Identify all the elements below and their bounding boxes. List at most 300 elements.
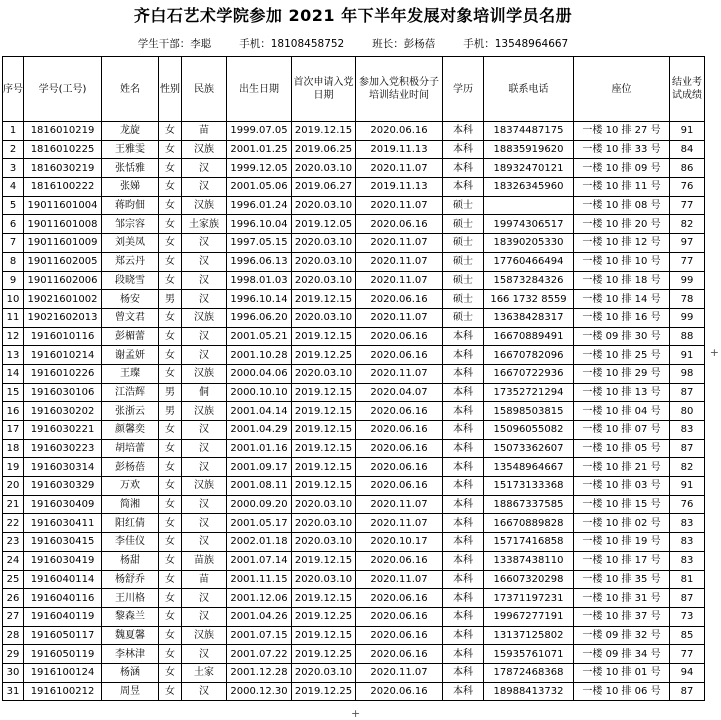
cell-seat: 一楼 10 排 06 号 xyxy=(574,682,670,701)
cell-birth-date: 2001.11.15 xyxy=(227,570,292,589)
cell-index: 21 xyxy=(3,495,24,514)
cell-seat: 一楼 10 排 09 号 xyxy=(574,159,670,178)
cell-application-date: 2019.12.25 xyxy=(292,682,356,701)
cell-phone: 13548964667 xyxy=(484,458,574,477)
cell-phone: 17760466494 xyxy=(484,252,574,271)
cell-application-date: 2019.12.15 xyxy=(292,626,356,645)
table-row xyxy=(3,589,705,608)
col-header-phone: 联系电话 xyxy=(484,57,574,122)
table-row xyxy=(3,458,705,477)
cell-application-date: 2020.03.10 xyxy=(292,271,356,290)
cell-index: 5 xyxy=(3,196,24,215)
expand-bottom-handle[interactable]: + xyxy=(351,707,361,720)
table-row xyxy=(3,477,705,496)
cell-name: 李林津 xyxy=(102,645,159,664)
cell-seat: 一楼 10 排 25 号 xyxy=(574,346,670,365)
cell-birth-date: 1996.06.13 xyxy=(227,252,292,271)
cell-gender: 女 xyxy=(159,607,182,626)
cell-gender: 男 xyxy=(159,383,182,402)
table-row xyxy=(3,682,705,701)
cell-student-id: 1916100124 xyxy=(24,663,102,682)
cell-index: 1 xyxy=(3,122,24,141)
cell-student-id: 1916030221 xyxy=(24,421,102,440)
monitor-phone: 13548964667 xyxy=(494,38,569,50)
cell-student-id: 1916030106 xyxy=(24,383,102,402)
cell-index: 8 xyxy=(3,252,24,271)
cell-seat: 一楼 10 排 14 号 xyxy=(574,290,670,309)
cell-student-id: 1916030314 xyxy=(24,458,102,477)
cell-education: 本科 xyxy=(443,495,484,514)
cell-ethnicity: 汉 xyxy=(182,495,227,514)
cell-name: 颜馨奕 xyxy=(102,421,159,440)
cell-application-date: 2020.03.10 xyxy=(292,252,356,271)
cell-seat: 一楼 10 排 03 号 xyxy=(574,477,670,496)
cell-education: 本科 xyxy=(443,533,484,552)
table-row xyxy=(3,122,705,141)
cell-seat: 一楼 10 排 07 号 xyxy=(574,421,670,440)
cell-gender: 女 xyxy=(159,346,182,365)
cell-application-date: 2020.03.10 xyxy=(292,159,356,178)
cell-training-completion: 2020.06.16 xyxy=(356,402,443,421)
table-row xyxy=(3,421,705,440)
cell-name: 彭杨蓓 xyxy=(102,458,159,477)
cell-gender: 女 xyxy=(159,140,182,159)
cell-birth-date: 2001.07.14 xyxy=(227,551,292,570)
cell-phone: 16670722936 xyxy=(484,364,574,383)
cell-score: 77 xyxy=(670,196,705,215)
cell-phone: 15096055082 xyxy=(484,421,574,440)
cell-training-completion: 2020.06.16 xyxy=(356,477,443,496)
cell-training-completion: 2020.06.16 xyxy=(356,215,443,234)
cell-gender: 女 xyxy=(159,495,182,514)
cell-phone: 166 1732 8559 xyxy=(484,290,574,309)
cell-ethnicity: 汉 xyxy=(182,159,227,178)
monitor-label: 班长： xyxy=(372,38,404,50)
cell-student-id: 1916030202 xyxy=(24,402,102,421)
cell-gender: 女 xyxy=(159,551,182,570)
cell-birth-date: 2001.01.25 xyxy=(227,140,292,159)
cell-score: 86 xyxy=(670,159,705,178)
cell-student-id: 19021602013 xyxy=(24,308,102,327)
cell-training-completion: 2020.06.16 xyxy=(356,290,443,309)
cell-gender: 女 xyxy=(159,477,182,496)
cell-birth-date: 2001.12.06 xyxy=(227,589,292,608)
cell-phone xyxy=(484,196,574,215)
cell-gender: 女 xyxy=(159,364,182,383)
cell-application-date: 2020.03.10 xyxy=(292,533,356,552)
cell-ethnicity: 苗族 xyxy=(182,551,227,570)
cell-education: 本科 xyxy=(443,645,484,664)
cell-score: 73 xyxy=(670,607,705,626)
table-row xyxy=(3,514,705,533)
cell-application-date: 2019.12.05 xyxy=(292,215,356,234)
cell-ethnicity: 苗 xyxy=(182,570,227,589)
cell-birth-date: 2000.10.10 xyxy=(227,383,292,402)
cell-birth-date: 2001.08.11 xyxy=(227,477,292,496)
cell-index: 23 xyxy=(3,533,24,552)
cell-ethnicity: 侗 xyxy=(182,383,227,402)
cell-phone: 19974306517 xyxy=(484,215,574,234)
cadre-name: 李聪 xyxy=(190,38,212,50)
cell-training-completion: 2020.06.16 xyxy=(356,551,443,570)
cell-name: 王璨 xyxy=(102,364,159,383)
cell-name: 黎森兰 xyxy=(102,607,159,626)
table-row xyxy=(3,215,705,234)
cell-seat: 一楼 10 排 16 号 xyxy=(574,308,670,327)
cell-score: 87 xyxy=(670,383,705,402)
cell-education: 本科 xyxy=(443,663,484,682)
cell-score: 87 xyxy=(670,682,705,701)
monitor-phone-label: 手机： xyxy=(463,38,495,50)
cell-seat: 一楼 10 排 15 号 xyxy=(574,495,670,514)
col-header-score: 结业考试成绩 xyxy=(670,57,705,122)
cell-index: 28 xyxy=(3,626,24,645)
cell-training-completion: 2019.11.13 xyxy=(356,178,443,197)
cell-gender: 女 xyxy=(159,327,182,346)
cell-application-date: 2019.06.25 xyxy=(292,140,356,159)
cell-training-completion: 2020.11.07 xyxy=(356,364,443,383)
cell-name: 周昱 xyxy=(102,682,159,701)
cell-student-id: 1916040114 xyxy=(24,570,102,589)
cell-name: 邹宗容 xyxy=(102,215,159,234)
cell-name: 蒋昀佃 xyxy=(102,196,159,215)
col-header-application-date: 首次申请入党日期 xyxy=(292,57,356,122)
cell-phone: 18988413732 xyxy=(484,682,574,701)
cell-score: 94 xyxy=(670,663,705,682)
cell-ethnicity: 汉 xyxy=(182,290,227,309)
cell-ethnicity: 汉 xyxy=(182,421,227,440)
cell-score: 91 xyxy=(670,122,705,141)
cell-name: 魏夏馨 xyxy=(102,626,159,645)
cell-score: 83 xyxy=(670,514,705,533)
col-header-index: 序号 xyxy=(3,57,24,122)
cell-student-id: 1816010225 xyxy=(24,140,102,159)
table-row xyxy=(3,234,705,253)
cell-score: 85 xyxy=(670,626,705,645)
cell-ethnicity: 汉 xyxy=(182,589,227,608)
cell-application-date: 2019.12.25 xyxy=(292,346,356,365)
cell-ethnicity: 汉族 xyxy=(182,402,227,421)
cell-student-id: 1916040116 xyxy=(24,589,102,608)
cell-student-id: 1816100222 xyxy=(24,178,102,197)
cell-training-completion: 2020.11.07 xyxy=(356,495,443,514)
cell-score: 84 xyxy=(670,140,705,159)
cell-education: 本科 xyxy=(443,402,484,421)
cell-education: 硕士 xyxy=(443,215,484,234)
cell-application-date: 2019.12.25 xyxy=(292,645,356,664)
cell-ethnicity: 汉 xyxy=(182,645,227,664)
cell-ethnicity: 汉 xyxy=(182,271,227,290)
cell-training-completion: 2020.10.17 xyxy=(356,533,443,552)
cell-seat: 一楼 10 排 33 号 xyxy=(574,140,670,159)
cell-training-completion: 2020.06.16 xyxy=(356,327,443,346)
cell-score: 81 xyxy=(670,570,705,589)
cell-index: 17 xyxy=(3,421,24,440)
cell-seat: 一楼 10 排 19 号 xyxy=(574,533,670,552)
cell-birth-date: 1999.07.05 xyxy=(227,122,292,141)
table-row xyxy=(3,439,705,458)
cell-seat: 一楼 10 排 10 号 xyxy=(574,252,670,271)
cell-score: 83 xyxy=(670,533,705,552)
cell-application-date: 2020.03.10 xyxy=(292,570,356,589)
cell-training-completion: 2020.06.16 xyxy=(356,682,443,701)
cell-score: 98 xyxy=(670,364,705,383)
cell-ethnicity: 土家 xyxy=(182,663,227,682)
col-header-training-completion: 参加入党积极分子培训结业时间 xyxy=(356,57,443,122)
cell-application-date: 2019.12.15 xyxy=(292,477,356,496)
cell-student-id: 1916030411 xyxy=(24,514,102,533)
cell-index: 22 xyxy=(3,514,24,533)
cell-index: 6 xyxy=(3,215,24,234)
cell-seat: 一楼 10 排 01 号 xyxy=(574,663,670,682)
cell-application-date: 2019.12.15 xyxy=(292,383,356,402)
table-row xyxy=(3,140,705,159)
cell-birth-date: 1996.01.24 xyxy=(227,196,292,215)
cell-gender: 女 xyxy=(159,626,182,645)
table-row xyxy=(3,159,705,178)
cell-gender: 女 xyxy=(159,196,182,215)
cell-birth-date: 2001.07.15 xyxy=(227,626,292,645)
cell-student-id: 1916010214 xyxy=(24,346,102,365)
cell-training-completion: 2020.06.16 xyxy=(356,607,443,626)
cell-name: 江浩辉 xyxy=(102,383,159,402)
cell-student-id: 1916030329 xyxy=(24,477,102,496)
cell-student-id: 19011602006 xyxy=(24,271,102,290)
cell-score: 80 xyxy=(670,402,705,421)
cell-index: 20 xyxy=(3,477,24,496)
cell-education: 本科 xyxy=(443,514,484,533)
cell-student-id: 19011601008 xyxy=(24,215,102,234)
cell-phone: 16670782096 xyxy=(484,346,574,365)
cell-name: 李佳仪 xyxy=(102,533,159,552)
cell-score: 82 xyxy=(670,215,705,234)
cell-gender: 女 xyxy=(159,533,182,552)
cell-student-id: 19011601009 xyxy=(24,234,102,253)
cell-score: 91 xyxy=(670,477,705,496)
cell-name: 彭楣蕾 xyxy=(102,327,159,346)
cell-ethnicity: 汉 xyxy=(182,327,227,346)
cell-education: 本科 xyxy=(443,140,484,159)
cell-phone: 13137125802 xyxy=(484,626,574,645)
cell-name: 刘美凤 xyxy=(102,234,159,253)
contact-line xyxy=(0,32,706,56)
table-row xyxy=(3,551,705,570)
cell-gender: 女 xyxy=(159,645,182,664)
cell-phone: 18374487175 xyxy=(484,122,574,141)
cell-score: 87 xyxy=(670,439,705,458)
cell-seat: 一楼 10 排 31 号 xyxy=(574,589,670,608)
cell-student-id: 1916030223 xyxy=(24,439,102,458)
cell-application-date: 2020.03.10 xyxy=(292,364,356,383)
cell-index: 31 xyxy=(3,682,24,701)
cell-seat: 一楼 10 排 11 号 xyxy=(574,178,670,197)
cell-index: 25 xyxy=(3,570,24,589)
cell-education: 本科 xyxy=(443,122,484,141)
cell-application-date: 2019.12.15 xyxy=(292,327,356,346)
cell-birth-date: 2001.05.21 xyxy=(227,327,292,346)
cell-name: 王雅雯 xyxy=(102,140,159,159)
cell-ethnicity: 汉 xyxy=(182,346,227,365)
cell-student-id: 1916030415 xyxy=(24,533,102,552)
cell-application-date: 2019.12.25 xyxy=(292,607,356,626)
cell-education: 本科 xyxy=(443,383,484,402)
cell-seat: 一楼 10 排 04 号 xyxy=(574,402,670,421)
cell-student-id: 1816010219 xyxy=(24,122,102,141)
cell-index: 14 xyxy=(3,364,24,383)
cell-seat: 一楼 10 排 37 号 xyxy=(574,607,670,626)
cell-ethnicity: 土家族 xyxy=(182,215,227,234)
cell-education: 本科 xyxy=(443,327,484,346)
cell-training-completion: 2019.11.13 xyxy=(356,140,443,159)
cell-application-date: 2020.03.10 xyxy=(292,514,356,533)
cell-birth-date: 2001.07.22 xyxy=(227,645,292,664)
cell-name: 王川格 xyxy=(102,589,159,608)
cell-name: 曾文君 xyxy=(102,308,159,327)
cell-training-completion: 2020.11.07 xyxy=(356,271,443,290)
cell-seat: 一楼 10 排 08 号 xyxy=(574,196,670,215)
cell-training-completion: 2020.06.16 xyxy=(356,421,443,440)
cell-training-completion: 2020.11.07 xyxy=(356,234,443,253)
cell-student-id: 1916050117 xyxy=(24,626,102,645)
cell-birth-date: 1997.05.15 xyxy=(227,234,292,253)
cell-gender: 男 xyxy=(159,290,182,309)
cell-index: 2 xyxy=(3,140,24,159)
cell-seat: 一楼 10 排 02 号 xyxy=(574,514,670,533)
cell-index: 9 xyxy=(3,271,24,290)
cell-gender: 男 xyxy=(159,402,182,421)
cell-application-date: 2020.03.10 xyxy=(292,196,356,215)
cell-phone: 16607320298 xyxy=(484,570,574,589)
cell-name: 万欢 xyxy=(102,477,159,496)
cell-birth-date: 1996.10.04 xyxy=(227,215,292,234)
cell-education: 本科 xyxy=(443,364,484,383)
cell-ethnicity: 汉 xyxy=(182,533,227,552)
cell-index: 3 xyxy=(3,159,24,178)
cell-gender: 女 xyxy=(159,458,182,477)
monitor-name: 彭杨蓓 xyxy=(403,38,436,50)
cell-education: 本科 xyxy=(443,346,484,365)
cell-phone: 17872468368 xyxy=(484,663,574,682)
col-header-ethnicity: 民族 xyxy=(182,57,227,122)
cell-index: 10 xyxy=(3,290,24,309)
cell-phone: 17352721294 xyxy=(484,383,574,402)
cell-education: 本科 xyxy=(443,682,484,701)
cell-index: 4 xyxy=(3,178,24,197)
cell-gender: 女 xyxy=(159,682,182,701)
cell-name: 谢孟妍 xyxy=(102,346,159,365)
cell-phone: 15173133368 xyxy=(484,477,574,496)
expand-right-handle[interactable]: + xyxy=(709,346,719,359)
cell-gender: 女 xyxy=(159,234,182,253)
table-row xyxy=(3,663,705,682)
cell-birth-date: 1999.12.05 xyxy=(227,159,292,178)
cell-seat: 一楼 10 排 35 号 xyxy=(574,570,670,589)
cell-score: 77 xyxy=(670,645,705,664)
table-row xyxy=(3,290,705,309)
cell-student-id: 1916010116 xyxy=(24,327,102,346)
cadre-phone-label: 手机： xyxy=(239,38,271,50)
cell-birth-date: 2002.01.18 xyxy=(227,533,292,552)
table-row xyxy=(3,570,705,589)
cell-score: 76 xyxy=(670,495,705,514)
table-row xyxy=(3,252,705,271)
cell-seat: 一楼 10 排 05 号 xyxy=(574,439,670,458)
cell-phone: 17371197231 xyxy=(484,589,574,608)
cell-gender: 女 xyxy=(159,252,182,271)
table-row xyxy=(3,645,705,664)
cell-education: 本科 xyxy=(443,570,484,589)
header-row xyxy=(3,57,705,122)
col-header-birth-date: 出生日期 xyxy=(227,57,292,122)
cell-student-id: 19021601002 xyxy=(24,290,102,309)
cell-birth-date: 2001.12.28 xyxy=(227,663,292,682)
cell-education: 本科 xyxy=(443,159,484,178)
cell-name: 张娣 xyxy=(102,178,159,197)
cell-education: 硕士 xyxy=(443,271,484,290)
cell-birth-date: 1996.10.14 xyxy=(227,290,292,309)
cell-phone: 15073362607 xyxy=(484,439,574,458)
cell-gender: 女 xyxy=(159,439,182,458)
cell-training-completion: 2020.06.16 xyxy=(356,458,443,477)
cell-index: 16 xyxy=(3,402,24,421)
table-row xyxy=(3,308,705,327)
cell-application-date: 2019.12.15 xyxy=(292,290,356,309)
cell-phone: 15717416858 xyxy=(484,533,574,552)
cell-name: 郑云丹 xyxy=(102,252,159,271)
cell-application-date: 2019.12.15 xyxy=(292,402,356,421)
cell-ethnicity: 汉 xyxy=(182,514,227,533)
cell-index: 18 xyxy=(3,439,24,458)
cell-application-date: 2019.12.15 xyxy=(292,589,356,608)
cell-score: 78 xyxy=(670,290,705,309)
cell-birth-date: 1998.01.03 xyxy=(227,271,292,290)
table-row xyxy=(3,346,705,365)
cell-phone: 13387438110 xyxy=(484,551,574,570)
cell-student-id: 1816030219 xyxy=(24,159,102,178)
cell-score: 91 xyxy=(670,346,705,365)
cell-student-id: 1916030419 xyxy=(24,551,102,570)
table-row xyxy=(3,178,705,197)
cell-student-id: 1916100212 xyxy=(24,682,102,701)
cell-phone: 18835919620 xyxy=(484,140,574,159)
cell-ethnicity: 汉 xyxy=(182,252,227,271)
cell-index: 12 xyxy=(3,327,24,346)
cell-student-id: 19011602005 xyxy=(24,252,102,271)
cell-phone: 16670889828 xyxy=(484,514,574,533)
cell-birth-date: 2000.12.30 xyxy=(227,682,292,701)
cell-birth-date: 2001.09.17 xyxy=(227,458,292,477)
cell-index: 19 xyxy=(3,458,24,477)
cell-index: 7 xyxy=(3,234,24,253)
cell-application-date: 2019.12.15 xyxy=(292,458,356,477)
cell-phone: 16670889491 xyxy=(484,327,574,346)
cell-training-completion: 2020.11.07 xyxy=(356,308,443,327)
cell-name: 张浙云 xyxy=(102,402,159,421)
cell-score: 99 xyxy=(670,308,705,327)
cell-gender: 女 xyxy=(159,663,182,682)
cell-phone: 15935761071 xyxy=(484,645,574,664)
cell-phone: 18390205330 xyxy=(484,234,574,253)
cell-seat: 一楼 10 排 20 号 xyxy=(574,215,670,234)
table-row xyxy=(3,383,705,402)
cell-ethnicity: 汉 xyxy=(182,607,227,626)
cell-seat: 一楼 10 排 17 号 xyxy=(574,551,670,570)
cell-student-id: 19011601004 xyxy=(24,196,102,215)
table-row xyxy=(3,271,705,290)
col-header-gender: 性别 xyxy=(159,57,182,122)
cell-birth-date: 2000.09.20 xyxy=(227,495,292,514)
cell-application-date: 2020.03.10 xyxy=(292,234,356,253)
